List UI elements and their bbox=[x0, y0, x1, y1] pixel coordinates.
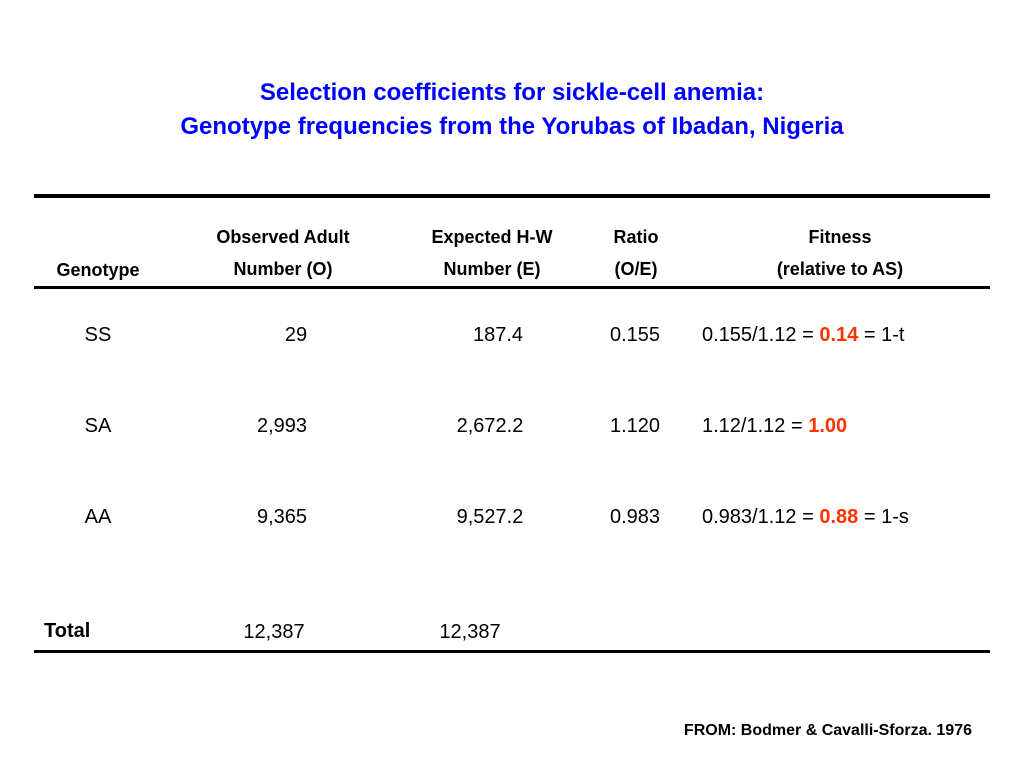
header-ratio bbox=[598, 221, 674, 285]
row-aa-ratio: 0.983 bbox=[609, 506, 661, 528]
total-observed: 12,387 bbox=[243, 621, 305, 643]
header-genotype: Genotype bbox=[56, 260, 140, 280]
row-sa-fitness-expr: 1.12/1.12 = bbox=[702, 415, 803, 437]
row-aa-expected: 9,527.2 bbox=[456, 506, 524, 528]
row-ss-genotype: SS bbox=[84, 324, 112, 346]
row-aa-fitness-suffix: = 1-s bbox=[863, 506, 909, 528]
header-ratio-line1: Ratio bbox=[613, 227, 659, 247]
row-sa-observed: 2,993 bbox=[256, 415, 308, 437]
row-sa-genotype: SA bbox=[84, 415, 112, 437]
header-observed-line1: Observed Adult bbox=[216, 227, 350, 247]
row-sa-expected: 2,672.2 bbox=[456, 415, 524, 437]
row-ss-observed: 29 bbox=[284, 324, 308, 346]
total-expected: 12,387 bbox=[439, 621, 501, 643]
row-aa-observed: 9,365 bbox=[256, 506, 308, 528]
row-aa-fitness-expr: 0.983/1.12 = bbox=[702, 506, 814, 528]
row-ss-fitness bbox=[702, 323, 904, 347]
source-citation: FROM: Bodmer & Cavalli-Sforza. 1976 bbox=[683, 722, 972, 739]
title-line-1: Selection coefficients for sickle-cell anemia: bbox=[259, 79, 765, 106]
row-sa-fitness bbox=[702, 414, 847, 438]
total-label: Total bbox=[44, 620, 91, 642]
table-top-rule bbox=[34, 194, 990, 198]
row-sa-ratio: 1.120 bbox=[609, 415, 661, 437]
table-bottom-rule bbox=[34, 650, 990, 653]
header-fitness-line1: Fitness bbox=[808, 227, 872, 247]
row-aa-fitness bbox=[702, 505, 909, 529]
header-fitness bbox=[740, 221, 940, 285]
header-expected bbox=[404, 221, 580, 285]
row-aa-genotype: AA bbox=[84, 506, 112, 528]
header-expected-line2: Number (E) bbox=[443, 259, 541, 279]
header-ratio-line2: (O/E) bbox=[614, 259, 658, 279]
row-sa-fitness-value: 1.00 bbox=[808, 415, 848, 437]
row-ss-fitness-value: 0.14 bbox=[819, 324, 859, 346]
header-observed bbox=[190, 221, 376, 285]
title-line-2: Genotype frequencies from the Yorubas of Ibadan, Nigeria bbox=[180, 113, 844, 140]
header-expected-line1: Expected H-W bbox=[431, 227, 553, 247]
header-fitness-line2: (relative to AS) bbox=[776, 259, 904, 279]
table-header-rule bbox=[34, 286, 990, 289]
row-ss-ratio: 0.155 bbox=[609, 324, 661, 346]
row-ss-expected: 187.4 bbox=[472, 324, 524, 346]
row-ss-fitness-suffix: = 1-t bbox=[863, 324, 905, 346]
row-aa-fitness-value: 0.88 bbox=[819, 506, 859, 528]
slide-title bbox=[0, 76, 1024, 144]
header-observed-line2: Number (O) bbox=[233, 259, 333, 279]
row-ss-fitness-expr: 0.155/1.12 = bbox=[702, 324, 814, 346]
